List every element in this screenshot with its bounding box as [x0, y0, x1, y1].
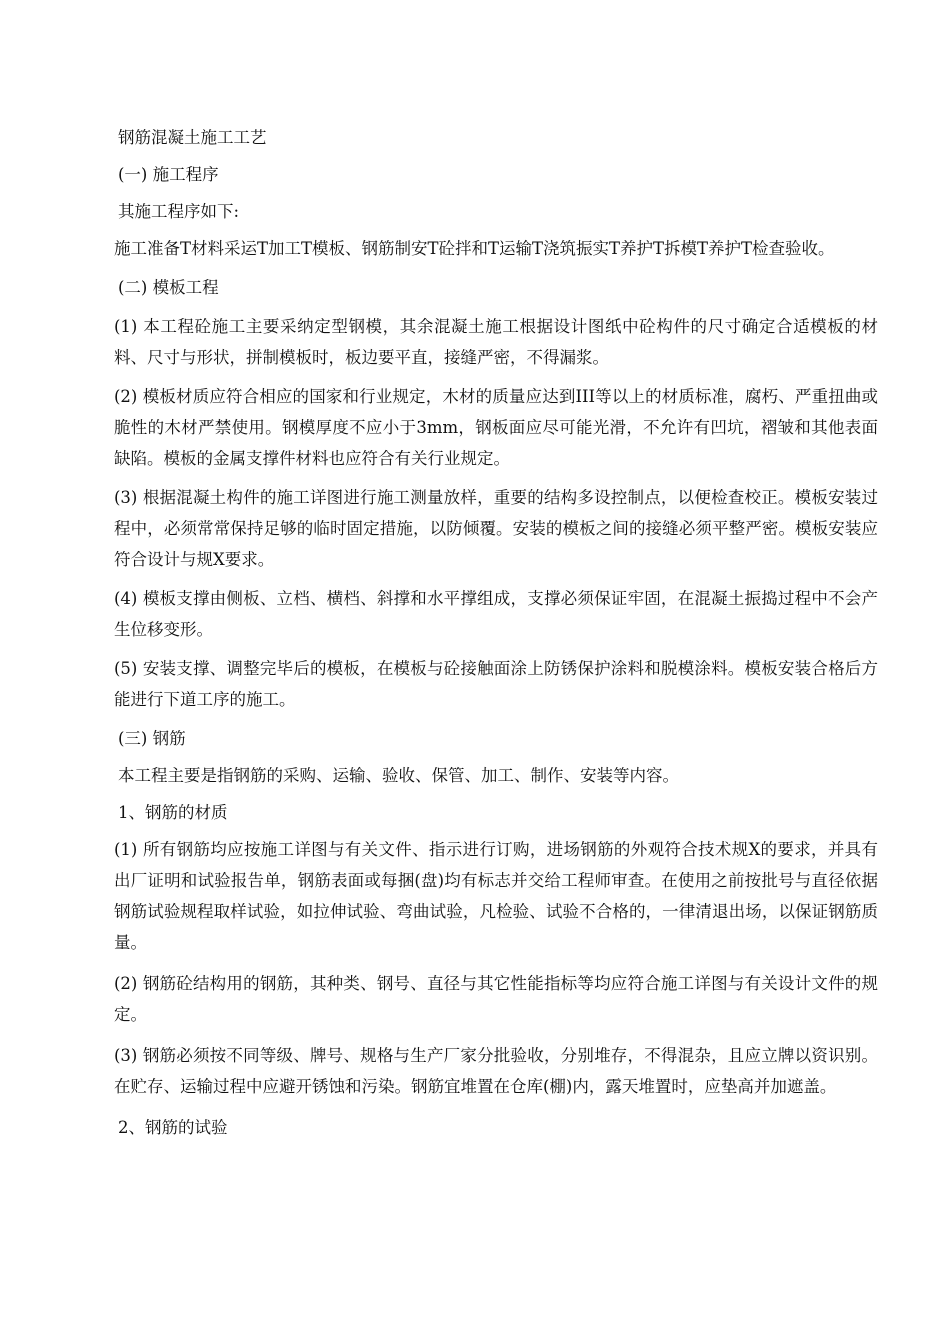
- section-2-paragraph-2: (2) 模板材质应符合相应的国家和行业规定，木材的质量应达到III等以上的材质标准，腐朽、严重扭曲或脆性的木材严禁使用。钢模厚度不应小于3mm，钢板面应尽可能光滑，不允许有凹坑，褶皱和其他表面缺陷。模板的金属支撑件材料也应符合有关行业规定。: [114, 387, 878, 468]
- section-2-paragraph-1: (1) 本工程砼施工主要采纳定型钢模，其余混凝土施工根据设计图纸中砼构件的尺寸确定合适模板的材料、尺寸与形状，拼制模板时，板边要平直，接缝严密，不得漏浆。: [114, 317, 878, 367]
- section-3-intro: 本工程主要是指钢筋的采购、运输、验收、保管、加工、制作、安装等内容。: [118, 766, 679, 785]
- section-1-heading: (一) 施工程序: [118, 165, 219, 184]
- section-3-1-heading: 1、钢筋的材质: [118, 803, 228, 822]
- section-2-paragraph-3: (3) 根据混凝土构件的施工详图进行施工测量放样，重要的结构多设控制点，以便检查校正。模板安装过程中，必须常常保持足够的临时固定措施，以防倾覆。安装的模板之间的接缝必须平整严密。模板安装应符合设计与规X要求。: [114, 488, 878, 569]
- section-3-2-heading: 2、钢筋的试验: [118, 1118, 228, 1137]
- document-body: [114, 122, 878, 1143]
- section-2-paragraph-5: (5) 安装支撑、调整完毕后的模板，在模板与砼接触面涂上防锈保护涂料和脱模涂料。模板安装合格后方能进行下道工序的施工。: [114, 659, 878, 709]
- section-1-intro: 其施工程序如下:: [118, 202, 240, 221]
- section-3-1-paragraph-1: (1) 所有钢筋均应按施工详图与有关文件、指示进行订购，进场钢筋的外观符合技术规X的要求，并具有出厂证明和试验报告单，钢筋表面或每捆(盘)均有标志并交给工程师审查。在使用之前按批号与直径依据钢筋试验规程取样试验，如拉伸试验、弯曲试验，凡检验、试验不合格的，一律清退出场，以保证钢筋质量。: [114, 840, 878, 952]
- section-3-1-paragraph-3: (3) 钢筋必须按不同等级、牌号、规格与生产厂家分批验收，分别堆存，不得混杂，且应立牌以资识别。在贮存、运输过程中应避开锈蚀和污染。钢筋宜堆置在仓库(棚)内，露天堆置时，应垫高并加遮盖。: [114, 1046, 878, 1096]
- section-3-heading: (三) 钢筋: [118, 729, 186, 748]
- section-3-1-paragraph-2: (2) 钢筋砼结构用的钢筋，其种类、钢号、直径与其它性能指标等均应符合施工详图与有关设计文件的规定。: [114, 974, 878, 1024]
- section-1-flow: 施工准备T材料采运T加工T模板、钢筋制安T砼拌和T运输T浇筑振实T养护T拆模T养护T检查验收。: [114, 239, 835, 258]
- section-2-heading: (二) 模板工程: [118, 278, 219, 297]
- document-title: 钢筋混凝土施工工艺: [118, 128, 267, 147]
- section-2-paragraph-4: (4) 模板支撑由侧板、立档、横档、斜撑和水平撑组成，支撑必须保证牢固，在混凝土振捣过程中不会产生位移变形。: [114, 589, 878, 639]
